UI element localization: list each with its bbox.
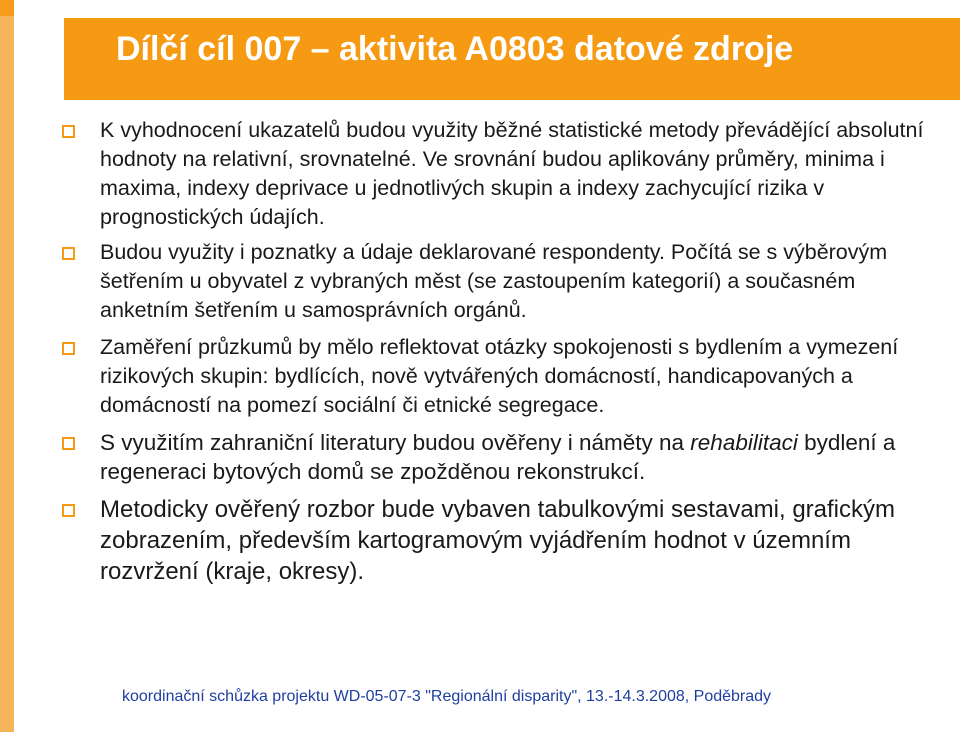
- hollow-square-bullet-icon: [62, 125, 75, 138]
- slide-title: Dílčí cíl 007 – aktivita A0803 datové zdroje: [116, 30, 794, 68]
- bullet-text-italic: rehabilitaci: [690, 430, 798, 455]
- bullet-text: Zaměření průzkumů by mělo reflektovat otázky spokojenosti s bydlením a vymezení rizikových skupin: bydlících, nově vytvářených domácností, handicapovaných a domácností na pomezí sociální či etnické segregace.: [100, 335, 899, 417]
- hollow-square-bullet-icon: [62, 342, 75, 355]
- bullet-item: [62, 494, 942, 587]
- bullet-list: [62, 116, 942, 587]
- bullet-text: Budou využity i poznatky a údaje deklarované respondenty. Počítá se s výběrovým šetřením u obyvatel z vybraných měst (se zastoupením kategorií) a současném anketním šetřením u samosprávních orgánů.: [100, 240, 888, 322]
- left-accent-stripe-top: [0, 0, 14, 16]
- bullet-item: [62, 428, 942, 486]
- bullet-text: K vyhodnocení ukazatelů budou využity běžné statistické metody převádějící absolutní hodnoty na relativní, srovnatelné. Ve srovnání budou aplikovány průměry, minima i maxima, indexy deprivace u jednotlivých skupin a indexy zachycující rizika v prognostických údajích.: [100, 118, 924, 229]
- bullet-text-start: S využitím zahraniční literatury budou ověřeny i náměty na: [100, 430, 691, 455]
- hollow-square-bullet-icon: [62, 437, 75, 450]
- hollow-square-bullet-icon: [62, 504, 75, 517]
- bullet-item: [62, 238, 942, 325]
- slide-footer: koordinační schůzka projektu WD-05-07-3 "Regionální disparity", 13.-14.3.2008, Poděbrady: [122, 688, 772, 705]
- bullet-text-end: bydlení a regeneraci bytových domů se zpožděnou rekonstrukcí.: [100, 430, 896, 484]
- bullet-item: [62, 116, 942, 232]
- left-accent-stripe: [0, 0, 14, 732]
- bullet-item: [62, 333, 942, 420]
- hollow-square-bullet-icon: [62, 247, 75, 260]
- bullet-text: Metodicky ověřený rozbor bude vybaven tabulkovými sestavami, grafickým zobrazením, především kartogramovým vyjádřením hodnot v územním rozvržení (kraje, okresy).: [100, 496, 895, 585]
